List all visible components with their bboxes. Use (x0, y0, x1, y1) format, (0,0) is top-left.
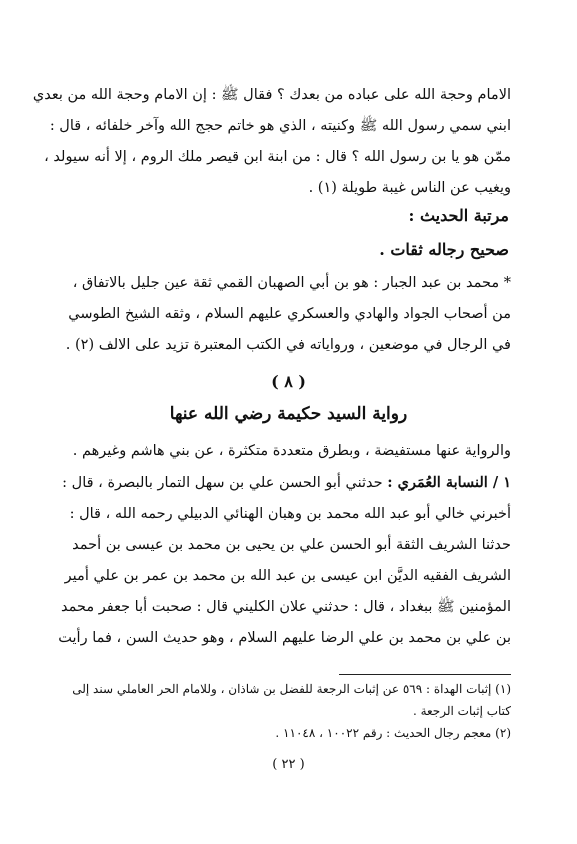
text-line: المؤمنين ﷺ ببغداد ، قال : حدثني علان الكليني قال : صحبت أبا جعفر محمد (61, 599, 511, 615)
text-line: * محمد بن عبد الجبار : هو بن أبي الصهبان القمي ثقة عين جليل بالاتفاق ، (72, 275, 511, 291)
footnotes (70, 678, 511, 744)
text-line: من أصحاب الجواد والهادي والعسكري عليهم السلام ، وثقه الشيخ الطوسي (68, 306, 511, 322)
text-line: الامام وحجة الله على عباده من بعدك ؟ فقال ﷺ : إن الامام وحجة الله من بعدي (32, 87, 511, 103)
intro-paragraph (32, 80, 511, 204)
text-line: الشريف الفقيه الديَّن ابن عيسى بن عبد الله بن محمد بن عمر بن علي أمير (64, 568, 511, 584)
rank-heading: مرتبة الحديث : (408, 206, 509, 225)
text-line: بن علي بن محمد بن علي الرضا عليهم السلام ، وهو حديث السن ، فما رأيت (58, 630, 511, 646)
text-line: أخبرني خالي أبو عبد الله محمد بن وهبان الهنائي الدبيلي رحمه الله ، قال : (69, 506, 511, 522)
footnote-line: (١) إثبات الهداة : ٥٦٩ عن إثبات الرجعة للفضل بن شاذان ، وللامام الحر العاملي سند إلى (72, 682, 511, 696)
narration-text: حدثني أبو الحسن علي بن سهل التمار بالبصرة ، قال : (62, 475, 388, 491)
narration-paragraph (58, 436, 511, 654)
text-line: ابني سمي رسول الله ﷺ وكنيته ، الذي هو خاتم حجج الله وآخر خلفائه ، قال : (49, 118, 511, 134)
page-number: ( ٢٢ ) (272, 757, 305, 772)
text-line: ممّن هو يا بن رسول الله ؟ قال : من ابنة ابن قيصر ملك الروم ، إلا أنه سيولد ، (44, 149, 511, 165)
rank-verdict: صحيح رجاله ثقات . (379, 240, 509, 259)
text-line: ويغيب عن الناس غيبة طويلة (١) . (308, 180, 511, 196)
section-number: ( ٨ ) (271, 372, 306, 391)
text-line: والرواية عنها مستفيضة ، وبطرق متعددة متكثرة ، عن بني هاشم وغيرهم . (72, 443, 511, 459)
narrator-paragraph (65, 268, 511, 361)
section-title: رواية السيد حكيمة رضي الله عنها (169, 404, 408, 424)
footnote-divider (339, 674, 511, 675)
text-line (62, 467, 511, 499)
footnote-line: (٢) معجم رجال الحديث : رقم ١٠٠٢٢ ، ١١٠٤٨ . (275, 726, 511, 740)
narrator-label: ١ / النسابة العُمَري : (387, 474, 511, 491)
footnote-line: كتاب إثبات الرجعة . (412, 704, 511, 718)
text-line: حدثنا الشريف الثقة أبو الحسن علي بن يحيى بن محمد بن عيسى بن أحمد (72, 537, 511, 553)
text-line: في الرجال في موضعين ، ورواياته في الكتب المعتبرة تزيد على الالف (٢) . (65, 337, 511, 353)
